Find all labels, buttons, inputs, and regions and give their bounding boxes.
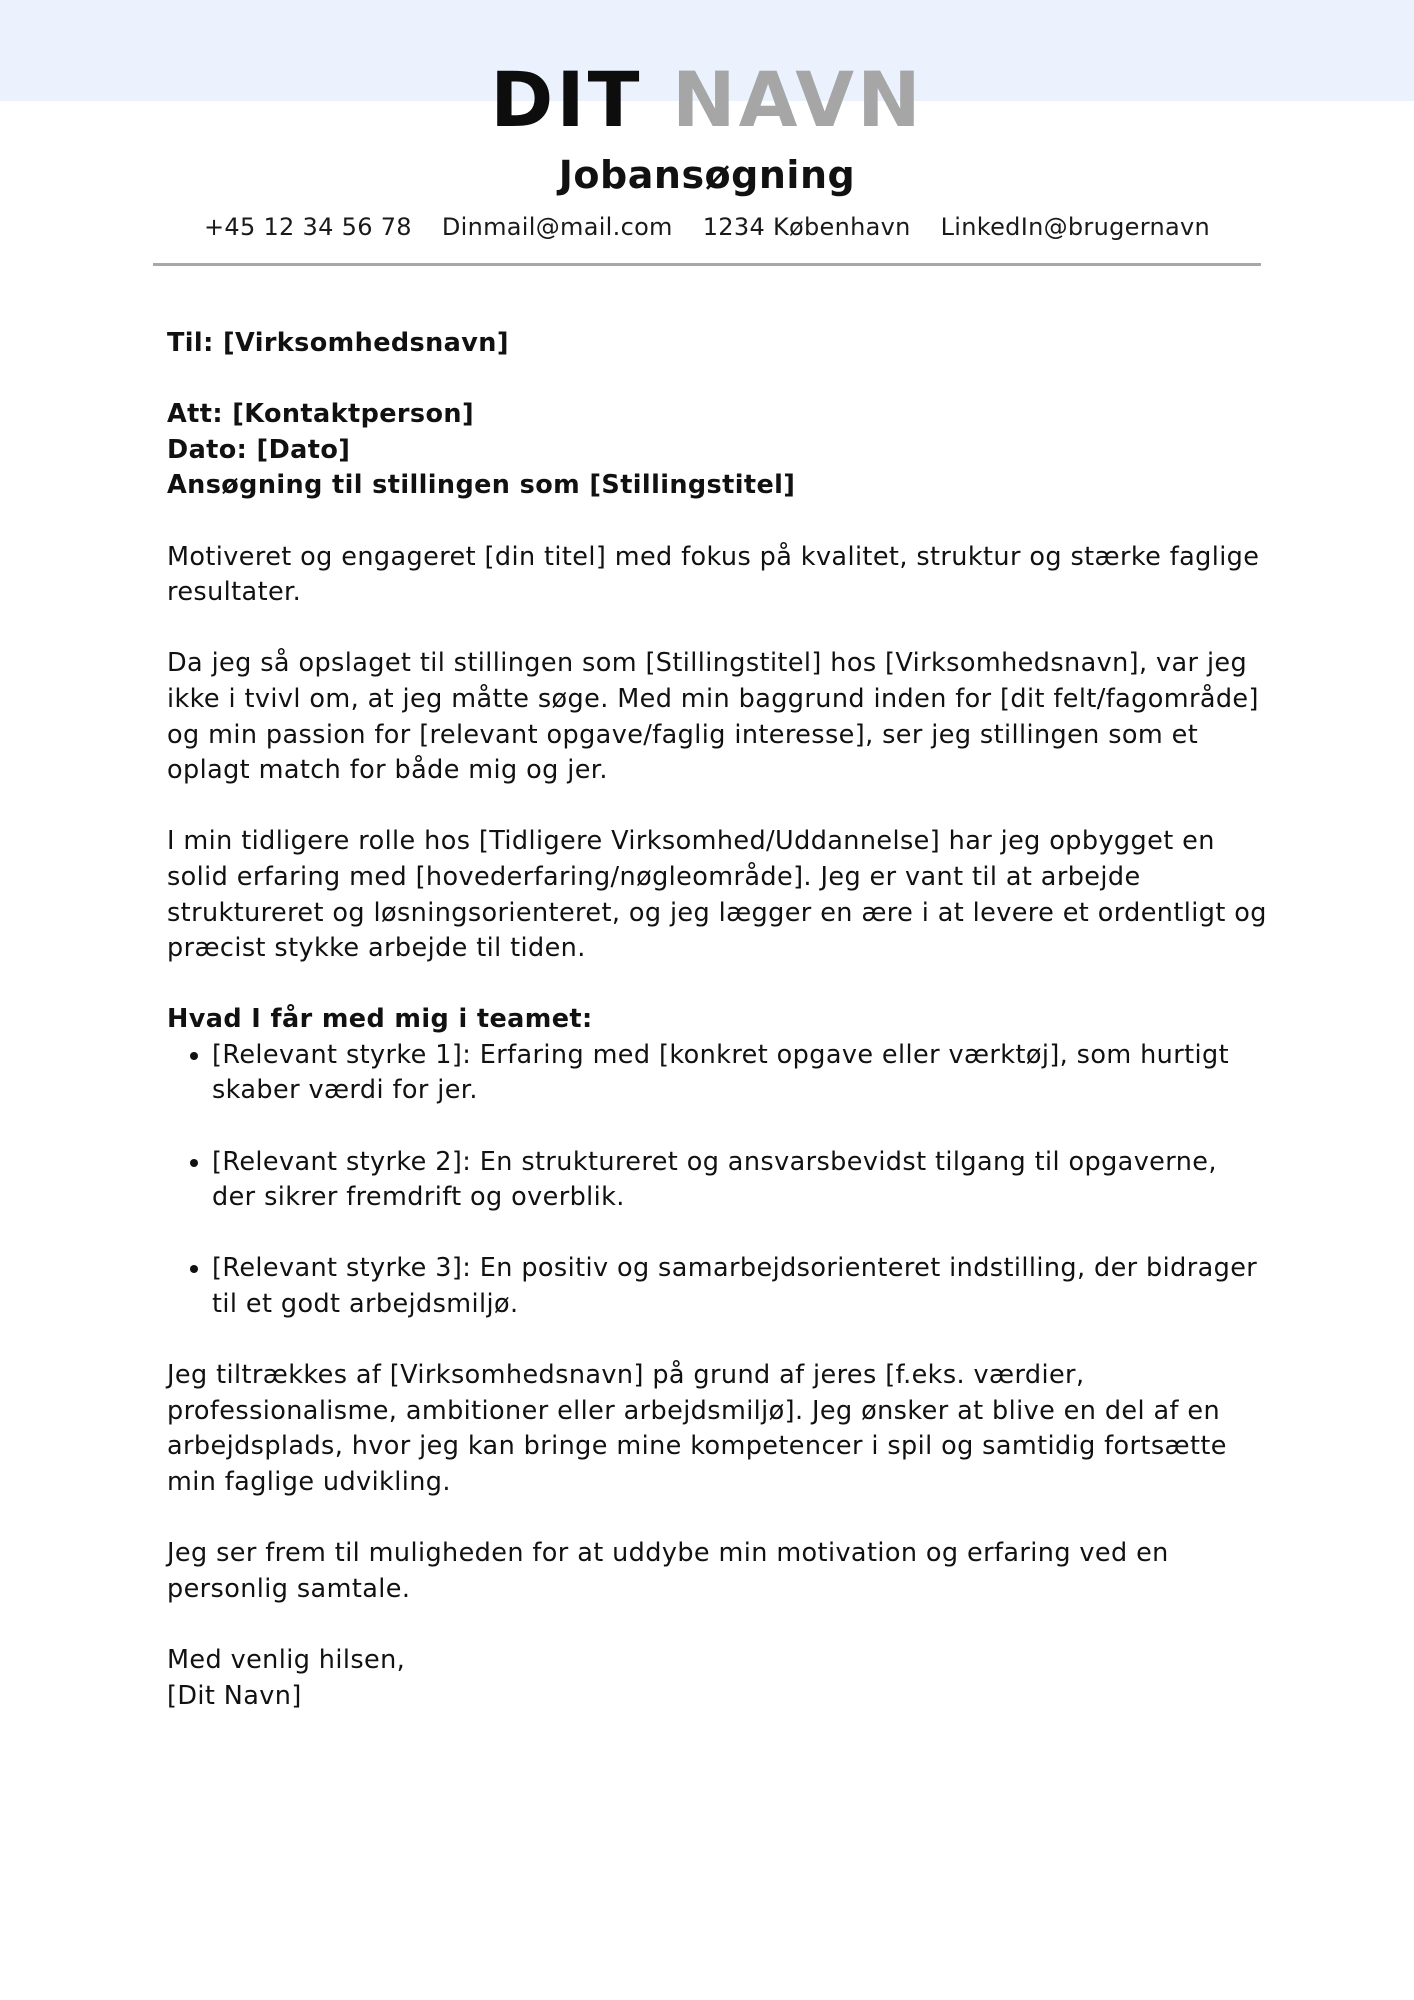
name-first: DIT bbox=[490, 55, 643, 144]
document-subtitle: Jobansøgning bbox=[558, 153, 856, 197]
paragraph-company-fit: Jeg tiltrækkes af [Virksomhedsnavn] på grund af jeres [f.eks. værdier, professionalisme, ambitioner eller arbejdsmiljø]. Jeg ønsker at blive en del af en arbejdsplads, hvor jeg kan bringe mine kompetencer i spil og samtidig fortsætte min faglige udvikling. bbox=[167, 1360, 1227, 1497]
contact-linkedin: LinkedIn@brugernavn bbox=[940, 213, 1210, 241]
contact-line bbox=[0, 211, 1414, 243]
recipient-company: Til: [Virksomhedsnavn] bbox=[167, 328, 509, 358]
list-item: • [Relevant styrke 3]: En positiv og samarbejdsorienteret indstilling, der bidrager til et godt arbejdsmiljø. bbox=[212, 1251, 1267, 1322]
letter-date: Dato: [Dato] bbox=[167, 434, 351, 465]
contact-email: Dinmail@mail.com bbox=[441, 213, 673, 241]
letter-subject: Ansøgning til stillingen som [Stillingstitel] bbox=[167, 470, 796, 501]
paragraph-closing: Jeg ser frem til muligheden for at uddybe min motivation og erfaring ved en personlig samtale. bbox=[167, 1538, 1169, 1604]
paragraph-intro: Motiveret og engageret [din titel] med fokus på kvalitet, struktur og stærke faglige resultater. bbox=[167, 541, 1260, 608]
applicant-name bbox=[0, 52, 1414, 148]
header-divider bbox=[153, 263, 1261, 266]
letter-body bbox=[167, 326, 1267, 1714]
paragraph-experience: I min tidligere rolle hos [Tidligere Virksomhed/Uddannelse] har jeg opbygget en solid erfaring med [hovederfaring/nøgleområde]. Jeg er vant til at arbejde struktureret og løsningsorienteret, og jeg lægger en ære i at levere et ordentligt og præcist stykke arbejde til tiden. bbox=[167, 826, 1267, 964]
list-item: • [Relevant styrke 1]: Erfaring med [konkret opgave eller værktøj], som hurtigt skaber værdi for jer. bbox=[212, 1038, 1267, 1109]
signoff-block bbox=[167, 1643, 1267, 1714]
strengths-list bbox=[167, 1038, 1267, 1323]
contact-address: 1234 København bbox=[702, 213, 911, 241]
letter-meta bbox=[167, 397, 1267, 504]
list-item: • [Relevant styrke 2]: En struktureret og ansvarsbevidst tilgang til opgaverne, der sikrer fremdrift og overblik. bbox=[212, 1145, 1267, 1216]
recipient-contact: Att: [Kontaktperson] bbox=[167, 399, 475, 430]
name-last: NAVN bbox=[671, 55, 924, 144]
contact-phone: +45 12 34 56 78 bbox=[204, 213, 412, 241]
signoff-greeting: Med venlig hilsen, bbox=[167, 1644, 406, 1675]
paragraph-motivation: Da jeg så opslaget til stillingen som [Stillingstitel] hos [Virksomhedsnavn], var jeg ikke i tvivl om, at jeg måtte søge. Med min baggrund inden for [dit felt/fagområde] og min passion for [relevant opgave/faglig interesse], ser jeg stillingen som et oplagt match for både mig og jer. bbox=[167, 648, 1259, 786]
signature-name: [Dit Navn] bbox=[167, 1680, 302, 1711]
strengths-heading: Hvad I får med mig i teamet: bbox=[167, 1004, 593, 1035]
